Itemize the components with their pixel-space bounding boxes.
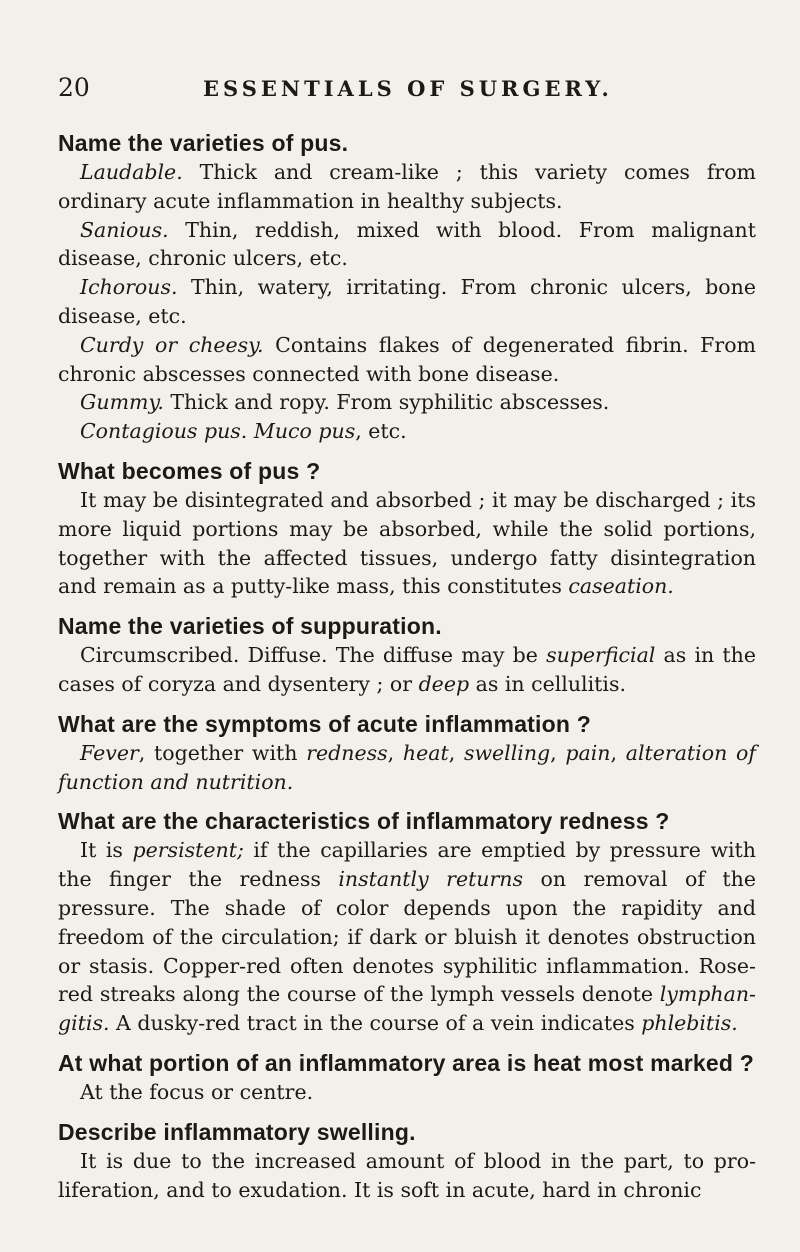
answer-paragraph <box>58 486 756 601</box>
answer-paragraph <box>58 641 756 699</box>
answer-text: It is <box>80 838 133 863</box>
entry-text: Thick and cream-like ; this variety comes from ordinary acute inflammation in healthy subjects. <box>58 160 756 213</box>
term: Sanious. <box>80 217 169 242</box>
section-heat <box>58 1048 756 1107</box>
answer-entry <box>58 417 756 446</box>
answer-entry <box>58 331 756 389</box>
emphasis: deep <box>418 671 470 696</box>
answer-paragraph: At the focus or centre. <box>80 1079 314 1104</box>
emphasis: caseation. <box>568 574 674 599</box>
answer-paragraph <box>58 836 756 1038</box>
page-number: 20 <box>58 73 90 102</box>
answer-entry <box>58 216 756 274</box>
question-heading: At what portion of an inflammatory area is heat most marked ? <box>58 1049 754 1076</box>
section-redness <box>58 806 756 1038</box>
question-heading: What are the characteristics of inflammatory redness ? <box>58 808 670 835</box>
term: Laudable. <box>80 160 183 184</box>
emphasis: Fever <box>80 740 139 765</box>
question-heading: Describe inflammatory swelling. <box>58 1118 416 1145</box>
answer-text: , <box>610 740 626 765</box>
page-header <box>58 73 756 103</box>
answer-text: , <box>448 740 464 765</box>
emphasis: instantly returns <box>338 867 524 892</box>
emphasis: alteration of function and nutrition. <box>58 740 756 794</box>
emphasis: lymphan-gitis. <box>58 982 756 1036</box>
term: Muco pus <box>253 419 356 444</box>
answer-text: as in the cases of coryza and dysentery ; or <box>58 643 756 696</box>
emphasis: pain <box>565 740 611 765</box>
section-symptoms <box>58 709 756 797</box>
answer-entry <box>58 273 756 331</box>
section-pus-varieties <box>58 128 756 446</box>
answer-text: , together with <box>138 740 307 765</box>
emphasis: redness <box>306 740 388 765</box>
answer-text: as in cellulitis. <box>469 671 627 696</box>
entry-text: Contains flakes of degenerated fibrin. From chronic abscesses connected with bone disease. <box>58 332 756 386</box>
answer-entry <box>58 158 756 216</box>
question-heading: Name the varieties of suppuration. <box>58 613 442 640</box>
section-suppuration <box>58 611 756 699</box>
term: Curdy or cheesy. <box>80 332 264 357</box>
entry-text: Thin, watery, irritating. From chronic ulcers, bone disease, etc. <box>58 275 756 328</box>
section-pus-fate <box>58 456 756 601</box>
answer-text: if the capillaries are emptied by pressure with the finger the redness <box>58 838 756 892</box>
running-head: ESSENTIALS OF SURGERY. <box>203 76 613 101</box>
answer-text: , <box>550 740 566 765</box>
answer-text: , <box>387 740 403 765</box>
question-heading: What becomes of pus ? <box>58 457 321 484</box>
entry-text: , etc. <box>355 419 407 444</box>
term: Gummy. <box>80 390 164 415</box>
question-heading: What are the symptoms of acute inflammation ? <box>58 710 591 737</box>
emphasis: heat <box>402 740 449 765</box>
answer-paragraph <box>58 739 756 797</box>
term: Contagious pus. <box>80 419 248 444</box>
answer-entry <box>58 388 756 417</box>
answer-paragraph: It is due to the increased amount of blood in the part, to pro-liferation, and to exudation. It is soft in acute, hard in chronic <box>58 1148 756 1202</box>
question-heading: Name the varieties of pus. <box>58 130 349 156</box>
answer-text: Circumscribed. Diffuse. The diffuse may be <box>80 643 547 668</box>
emphasis: swelling <box>463 740 551 765</box>
emphasis: superficial <box>546 643 656 668</box>
answer-text: A dusky-red tract in the course of a vein indicates <box>109 1011 642 1036</box>
emphasis: phlebitis. <box>641 1011 738 1036</box>
page-content <box>58 128 756 1214</box>
answer-text: It may be disintegrated and absorbed ; it may be discharged ; its more liquid portions may be absorbed, while the solid portions, together with the affected tissues, undergo fatty disintegration and remain as a putty-like mass, this constitutes <box>58 487 756 599</box>
entry-text: Thick and ropy. From syphilitic abscesses. <box>163 390 610 415</box>
section-swelling <box>58 1117 756 1205</box>
answer-text: on removal of the pressure. The shade of color depends upon the rapidity and freedom of the circulation; if dark or bluish it denotes obstruction or stasis. Copper-red often denotes syphilitic inflammation. Rose-red streaks along the course of the lymph vessels denote <box>58 867 757 1007</box>
entry-text: Thin, reddish, mixed with blood. From malignant disease, chronic ulcers, etc. <box>58 217 756 271</box>
term: Ichorous. <box>80 275 178 300</box>
emphasis: persistent; <box>132 838 244 863</box>
